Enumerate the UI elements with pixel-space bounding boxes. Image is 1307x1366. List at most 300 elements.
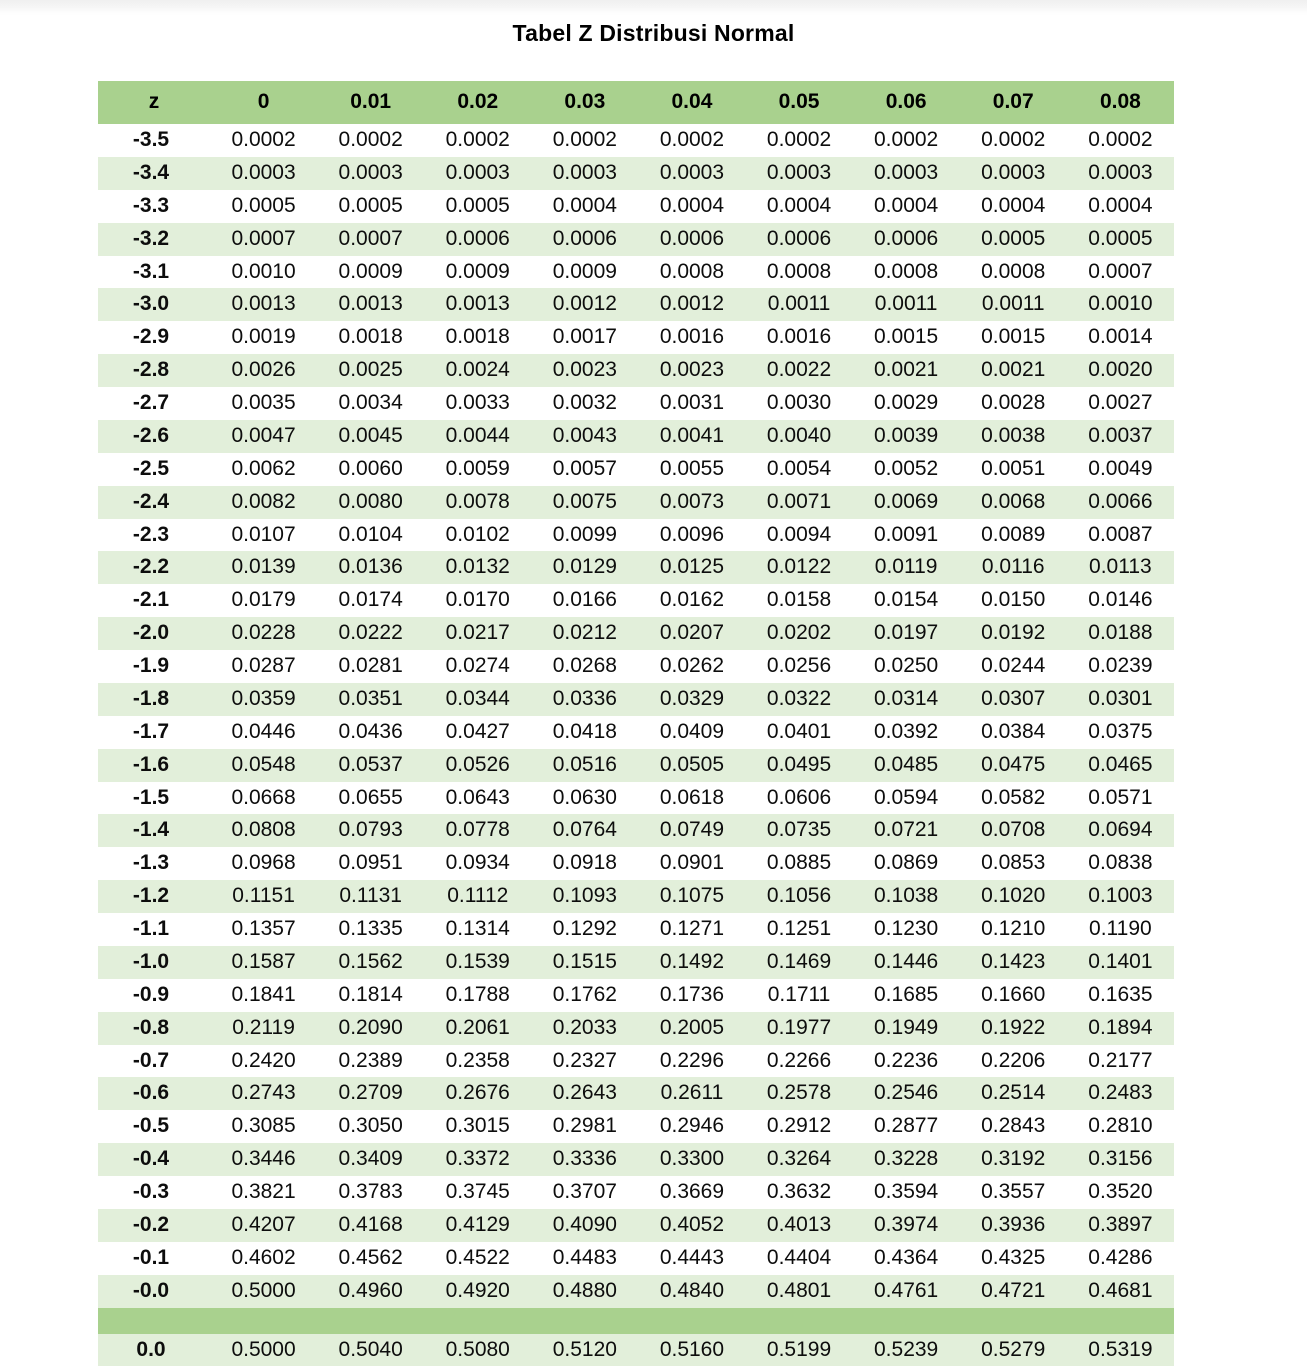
table-cell: 0.0778 <box>424 814 531 847</box>
table-cell: 0.0104 <box>317 519 424 552</box>
table-cell: 0.0004 <box>853 190 960 223</box>
table-cell: 0.3594 <box>853 1176 960 1209</box>
table-cell: 0.2327 <box>531 1045 638 1078</box>
table-cell: 0.0003 <box>638 157 745 190</box>
table-cell: 0.2743 <box>210 1077 317 1110</box>
table-cell: 0.0011 <box>745 288 852 321</box>
table-cell: 0.0329 <box>638 683 745 716</box>
table-cell: 0.0019 <box>210 321 317 354</box>
table-row <box>98 1334 1174 1366</box>
row-label-z: -1.2 <box>98 880 210 913</box>
table-cell: 0.0005 <box>210 190 317 223</box>
table-cell: 0.0013 <box>424 288 531 321</box>
table-cell: 0.3936 <box>960 1209 1067 1242</box>
table-cell: 0.0009 <box>531 256 638 289</box>
table-cell: 0.0051 <box>960 453 1067 486</box>
table-cell: 0.0089 <box>960 519 1067 552</box>
row-label-z: -0.4 <box>98 1143 210 1176</box>
table-cell: 0.4090 <box>531 1209 638 1242</box>
table-cell: 0.0006 <box>531 223 638 256</box>
table-cell: 0.0162 <box>638 584 745 617</box>
table-cell: 0.2912 <box>745 1110 852 1143</box>
table-cell: 0.1762 <box>531 979 638 1012</box>
table-cell: 0.0409 <box>638 716 745 749</box>
table-cell: 0.1423 <box>960 946 1067 979</box>
table-cell: 0.1711 <box>745 979 852 1012</box>
row-label-z: -2.8 <box>98 354 210 387</box>
table-cell: 0.0030 <box>745 387 852 420</box>
table-cell: 0.0418 <box>531 716 638 749</box>
table-cell: 0.4013 <box>745 1209 852 1242</box>
table-cell: 0.1788 <box>424 979 531 1012</box>
table-cell: 0.2514 <box>960 1077 1067 1110</box>
row-label-z: -3.4 <box>98 157 210 190</box>
table-cell: 0.4522 <box>424 1242 531 1275</box>
table-cell: 0.3821 <box>210 1176 317 1209</box>
table-cell: 0.0018 <box>424 321 531 354</box>
table-cell: 0.0037 <box>1067 420 1174 453</box>
table-cell: 0.2236 <box>853 1045 960 1078</box>
column-header-0.07: 0.07 <box>960 81 1067 124</box>
table-row <box>98 946 1174 979</box>
table-cell: 0.2358 <box>424 1045 531 1078</box>
table-cell: 0.3409 <box>317 1143 424 1176</box>
table-cell: 0.0808 <box>210 814 317 847</box>
table-cell: 0.0694 <box>1067 814 1174 847</box>
row-label-z: -1.5 <box>98 782 210 815</box>
table-cell: 0.0032 <box>531 387 638 420</box>
table-row <box>98 847 1174 880</box>
table-row <box>98 584 1174 617</box>
column-header-0.06: 0.06 <box>853 81 960 124</box>
table-cell: 0.0002 <box>638 124 745 157</box>
table-cell: 0.0023 <box>638 354 745 387</box>
table-cell: 0.0537 <box>317 749 424 782</box>
table-row <box>98 157 1174 190</box>
table-cell: 0.4880 <box>531 1275 638 1308</box>
table-row <box>98 1110 1174 1143</box>
table-cell: 0.2981 <box>531 1110 638 1143</box>
table-cell: 0.1685 <box>853 979 960 1012</box>
table-cell: 0.0197 <box>853 617 960 650</box>
table-cell: 0.0446 <box>210 716 317 749</box>
table-cell: 0.0004 <box>531 190 638 223</box>
table-row <box>98 814 1174 847</box>
table-cell: 0.0091 <box>853 519 960 552</box>
table-row <box>98 913 1174 946</box>
table-cell: 0.1075 <box>638 880 745 913</box>
table-cell: 0.2266 <box>745 1045 852 1078</box>
table-row <box>98 1143 1174 1176</box>
table-cell: 0.2005 <box>638 1012 745 1045</box>
table-cell: 0.0002 <box>531 124 638 157</box>
table-cell: 0.1515 <box>531 946 638 979</box>
table-cell: 0.0066 <box>1067 486 1174 519</box>
table-cell: 0.0004 <box>1067 190 1174 223</box>
table-cell: 0.0099 <box>531 519 638 552</box>
table-cell: 0.0170 <box>424 584 531 617</box>
table-cell: 0.0033 <box>424 387 531 420</box>
table-row <box>98 749 1174 782</box>
table-cell: 0.1894 <box>1067 1012 1174 1045</box>
table-cell: 0.0179 <box>210 584 317 617</box>
table-cell: 0.0016 <box>745 321 852 354</box>
row-label-z: -2.2 <box>98 551 210 584</box>
table-row <box>98 321 1174 354</box>
table-cell: 0.3192 <box>960 1143 1067 1176</box>
table-cell: 0.0029 <box>853 387 960 420</box>
table-cell: 0.0073 <box>638 486 745 519</box>
table-cell: 0.0006 <box>745 223 852 256</box>
table-cell: 0.4364 <box>853 1242 960 1275</box>
table-cell: 0.0113 <box>1067 551 1174 584</box>
table-cell: 0.0040 <box>745 420 852 453</box>
row-label-z: -1.4 <box>98 814 210 847</box>
table-cell: 0.0212 <box>531 617 638 650</box>
page-title: Tabel Z Distribusi Normal <box>0 20 1307 47</box>
row-label-z: -2.3 <box>98 519 210 552</box>
table-cell: 0.2033 <box>531 1012 638 1045</box>
table-cell: 0.3336 <box>531 1143 638 1176</box>
row-label-z: -0.1 <box>98 1242 210 1275</box>
header-row <box>98 81 1174 124</box>
table-cell: 0.0495 <box>745 749 852 782</box>
table-cell: 0.0034 <box>317 387 424 420</box>
column-header-0: 0 <box>210 81 317 124</box>
table-cell: 0.4960 <box>317 1275 424 1308</box>
table-cell: 0.0721 <box>853 814 960 847</box>
table-row <box>98 650 1174 683</box>
table-cell: 0.0301 <box>1067 683 1174 716</box>
table-cell: 0.0002 <box>317 124 424 157</box>
table-cell: 0.2420 <box>210 1045 317 1078</box>
row-label-z: -2.9 <box>98 321 210 354</box>
table-row <box>98 716 1174 749</box>
table-row <box>98 124 1174 157</box>
table-row <box>98 1176 1174 1209</box>
table-cell: 0.3156 <box>1067 1143 1174 1176</box>
table-cell: 0.0015 <box>853 321 960 354</box>
row-label-z: -0.3 <box>98 1176 210 1209</box>
table-row <box>98 782 1174 815</box>
table-cell: 0.1093 <box>531 880 638 913</box>
table-cell: 0.3372 <box>424 1143 531 1176</box>
row-label-z: -2.4 <box>98 486 210 519</box>
table-cell: 0.1190 <box>1067 913 1174 946</box>
table-cell: 0.0256 <box>745 650 852 683</box>
table-cell: 0.0078 <box>424 486 531 519</box>
table-row <box>98 1242 1174 1275</box>
table-cell: 0.0606 <box>745 782 852 815</box>
table-cell: 0.4562 <box>317 1242 424 1275</box>
table-cell: 0.3557 <box>960 1176 1067 1209</box>
table-cell: 0.0392 <box>853 716 960 749</box>
table-cell: 0.1539 <box>424 946 531 979</box>
table-cell: 0.3974 <box>853 1209 960 1242</box>
table-cell: 0.0022 <box>745 354 852 387</box>
table-cell: 0.0003 <box>424 157 531 190</box>
table-cell: 0.0119 <box>853 551 960 584</box>
table-cell: 0.0016 <box>638 321 745 354</box>
table-cell: 0.1335 <box>317 913 424 946</box>
table-cell: 0.0035 <box>210 387 317 420</box>
table-cell: 0.0004 <box>745 190 852 223</box>
table-cell: 0.0006 <box>853 223 960 256</box>
table-cell: 0.0122 <box>745 551 852 584</box>
table-cell: 0.0217 <box>424 617 531 650</box>
table-cell: 0.2389 <box>317 1045 424 1078</box>
table-cell: 0.5080 <box>424 1334 531 1366</box>
table-cell: 0.0129 <box>531 551 638 584</box>
table-cell: 0.0244 <box>960 650 1067 683</box>
table-row <box>98 1012 1174 1045</box>
row-label-z: -3.5 <box>98 124 210 157</box>
table-cell: 0.0071 <box>745 486 852 519</box>
table-cell: 0.0023 <box>531 354 638 387</box>
table-cell: 0.0007 <box>317 223 424 256</box>
row-label-z: -0.7 <box>98 1045 210 1078</box>
table-cell: 0.2546 <box>853 1077 960 1110</box>
table-cell: 0.0039 <box>853 420 960 453</box>
table-cell: 0.0793 <box>317 814 424 847</box>
table-cell: 0.0465 <box>1067 749 1174 782</box>
table-cell: 0.1814 <box>317 979 424 1012</box>
table-cell: 0.0043 <box>531 420 638 453</box>
table-cell: 0.4168 <box>317 1209 424 1242</box>
table-cell: 0.0427 <box>424 716 531 749</box>
table-cell: 0.0102 <box>424 519 531 552</box>
table-cell: 0.0192 <box>960 617 1067 650</box>
table-cell: 0.2119 <box>210 1012 317 1045</box>
table-cell: 0.1210 <box>960 913 1067 946</box>
table-cell: 0.1003 <box>1067 880 1174 913</box>
table-cell: 0.0307 <box>960 683 1067 716</box>
table-cell: 0.0918 <box>531 847 638 880</box>
table-cell: 0.0013 <box>210 288 317 321</box>
table-row <box>98 1275 1174 1308</box>
table-cell: 0.0853 <box>960 847 1067 880</box>
table-cell: 0.4721 <box>960 1275 1067 1308</box>
table-cell: 0.0054 <box>745 453 852 486</box>
table-cell: 0.1635 <box>1067 979 1174 1012</box>
row-label-z: -3.3 <box>98 190 210 223</box>
table-cell: 0.0655 <box>317 782 424 815</box>
table-row <box>98 683 1174 716</box>
table-cell: 0.0735 <box>745 814 852 847</box>
table-cell: 0.5279 <box>960 1334 1067 1366</box>
table-row <box>98 453 1174 486</box>
z-table-container <box>98 81 1174 1366</box>
row-label-z: -1.1 <box>98 913 210 946</box>
table-cell: 0.4286 <box>1067 1242 1174 1275</box>
table-cell: 0.0087 <box>1067 519 1174 552</box>
section-separator-band <box>98 1308 1174 1334</box>
table-cell: 0.0968 <box>210 847 317 880</box>
table-cell: 0.0027 <box>1067 387 1174 420</box>
table-cell: 0.0951 <box>317 847 424 880</box>
table-cell: 0.0013 <box>317 288 424 321</box>
top-edge-strip <box>0 0 1307 16</box>
table-cell: 0.0485 <box>853 749 960 782</box>
table-cell: 0.0010 <box>1067 288 1174 321</box>
table-cell: 0.0934 <box>424 847 531 880</box>
table-cell: 0.1314 <box>424 913 531 946</box>
table-cell: 0.0287 <box>210 650 317 683</box>
table-cell: 0.0885 <box>745 847 852 880</box>
table-cell: 0.0025 <box>317 354 424 387</box>
table-cell: 0.0384 <box>960 716 1067 749</box>
table-cell: 0.0009 <box>424 256 531 289</box>
table-cell: 0.0068 <box>960 486 1067 519</box>
table-cell: 0.0002 <box>210 124 317 157</box>
row-label-z: -1.0 <box>98 946 210 979</box>
table-cell: 0.0003 <box>745 157 852 190</box>
row-label-z: -1.6 <box>98 749 210 782</box>
table-cell: 0.5239 <box>853 1334 960 1366</box>
table-cell: 0.0005 <box>1067 223 1174 256</box>
table-cell: 0.2206 <box>960 1045 1067 1078</box>
table-cell: 0.0582 <box>960 782 1067 815</box>
table-cell: 0.0059 <box>424 453 531 486</box>
table-cell: 0.3669 <box>638 1176 745 1209</box>
table-cell: 0.0594 <box>853 782 960 815</box>
table-row <box>98 223 1174 256</box>
table-cell: 0.2611 <box>638 1077 745 1110</box>
table-cell: 0.0351 <box>317 683 424 716</box>
row-label-z: -1.7 <box>98 716 210 749</box>
row-label-z: -0.5 <box>98 1110 210 1143</box>
table-cell: 0.0002 <box>1067 124 1174 157</box>
table-cell: 0.0174 <box>317 584 424 617</box>
table-cell: 0.1151 <box>210 880 317 913</box>
table-cell: 0.5160 <box>638 1334 745 1366</box>
table-cell: 0.0375 <box>1067 716 1174 749</box>
table-cell: 0.0015 <box>960 321 1067 354</box>
row-label-z: -0.6 <box>98 1077 210 1110</box>
table-cell: 0.1271 <box>638 913 745 946</box>
table-cell: 0.0024 <box>424 354 531 387</box>
table-cell: 0.0002 <box>745 124 852 157</box>
table-cell: 0.1131 <box>317 880 424 913</box>
table-row <box>98 519 1174 552</box>
row-label-z: -3.1 <box>98 256 210 289</box>
table-row <box>98 880 1174 913</box>
row-label-z: -2.5 <box>98 453 210 486</box>
table-cell: 0.4801 <box>745 1275 852 1308</box>
table-cell: 0.0012 <box>638 288 745 321</box>
table-cell: 0.0003 <box>853 157 960 190</box>
table-cell: 0.3228 <box>853 1143 960 1176</box>
row-label-z: -2.0 <box>98 617 210 650</box>
table-cell: 0.2061 <box>424 1012 531 1045</box>
table-row <box>98 486 1174 519</box>
table-cell: 0.1949 <box>853 1012 960 1045</box>
table-cell: 0.2177 <box>1067 1045 1174 1078</box>
table-cell: 0.0116 <box>960 551 1067 584</box>
table-cell: 0.4840 <box>638 1275 745 1308</box>
table-cell: 0.2810 <box>1067 1110 1174 1143</box>
table-header <box>98 81 1174 124</box>
table-cell: 0.0005 <box>317 190 424 223</box>
table-row <box>98 1209 1174 1242</box>
table-cell: 0.0010 <box>210 256 317 289</box>
table-cell: 0.0401 <box>745 716 852 749</box>
table-cell: 0.0668 <box>210 782 317 815</box>
table-cell: 0.3783 <box>317 1176 424 1209</box>
table-cell: 0.0571 <box>1067 782 1174 815</box>
table-cell: 0.0003 <box>317 157 424 190</box>
table-cell: 0.0322 <box>745 683 852 716</box>
table-cell: 0.5000 <box>210 1334 317 1366</box>
column-header-0.04: 0.04 <box>638 81 745 124</box>
table-cell: 0.0125 <box>638 551 745 584</box>
table-row <box>98 1045 1174 1078</box>
table-cell: 0.0003 <box>1067 157 1174 190</box>
table-cell: 0.0107 <box>210 519 317 552</box>
table-cell: 0.0007 <box>210 223 317 256</box>
row-label-z: -2.7 <box>98 387 210 420</box>
table-cell: 0.0136 <box>317 551 424 584</box>
table-cell: 0.0002 <box>853 124 960 157</box>
table-cell: 0.0006 <box>638 223 745 256</box>
table-cell: 0.5040 <box>317 1334 424 1366</box>
table-cell: 0.0004 <box>638 190 745 223</box>
column-header-z: z <box>98 81 210 124</box>
table-cell: 0.0158 <box>745 584 852 617</box>
table-cell: 0.0146 <box>1067 584 1174 617</box>
table-cell: 0.0901 <box>638 847 745 880</box>
table-cell: 0.4681 <box>1067 1275 1174 1308</box>
table-cell: 0.0764 <box>531 814 638 847</box>
table-row <box>98 354 1174 387</box>
table-cell: 0.0009 <box>317 256 424 289</box>
table-cell: 0.1736 <box>638 979 745 1012</box>
table-cell: 0.0344 <box>424 683 531 716</box>
table-cell: 0.2578 <box>745 1077 852 1110</box>
table-cell: 0.0139 <box>210 551 317 584</box>
row-label-z: -0.8 <box>98 1012 210 1045</box>
row-label-z: -3.0 <box>98 288 210 321</box>
table-cell: 0.2843 <box>960 1110 1067 1143</box>
table-cell: 0.0314 <box>853 683 960 716</box>
column-header-0.01: 0.01 <box>317 81 424 124</box>
table-cell: 0.0021 <box>853 354 960 387</box>
table-cell: 0.0060 <box>317 453 424 486</box>
z-distribution-table <box>98 81 1174 1366</box>
table-cell: 0.0055 <box>638 453 745 486</box>
table-cell: 0.2709 <box>317 1077 424 1110</box>
table-cell: 0.0359 <box>210 683 317 716</box>
table-cell: 0.4052 <box>638 1209 745 1242</box>
table-cell: 0.1660 <box>960 979 1067 1012</box>
table-cell: 0.0505 <box>638 749 745 782</box>
table-cell: 0.0008 <box>853 256 960 289</box>
table-cell: 0.0026 <box>210 354 317 387</box>
table-cell: 0.0008 <box>745 256 852 289</box>
table-cell: 0.0096 <box>638 519 745 552</box>
table-cell: 0.0021 <box>960 354 1067 387</box>
table-cell: 0.0003 <box>210 157 317 190</box>
row-label-z: -0.9 <box>98 979 210 1012</box>
table-cell: 0.5000 <box>210 1275 317 1308</box>
table-cell: 0.2877 <box>853 1110 960 1143</box>
table-cell: 0.0749 <box>638 814 745 847</box>
table-cell: 0.0062 <box>210 453 317 486</box>
row-label-z: -1.8 <box>98 683 210 716</box>
table-cell: 0.0336 <box>531 683 638 716</box>
table-cell: 0.0838 <box>1067 847 1174 880</box>
table-cell: 0.0028 <box>960 387 1067 420</box>
